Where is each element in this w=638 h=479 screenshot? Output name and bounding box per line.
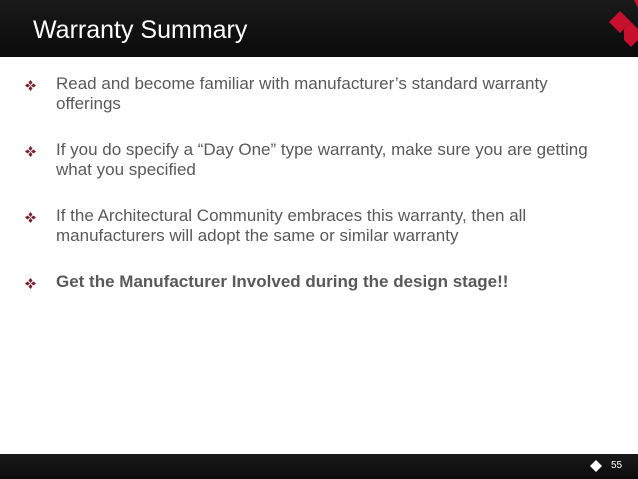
diamond-icon [590,460,602,472]
page-number: 55 [611,460,623,471]
bullet-text: Read and become familiar with manufacturer’s standard warranty offerings [56,74,548,113]
bullet-text: If you do specify a “Day One” type warranty, make sure you are getting what you specified [56,140,588,179]
four-diamond-bullet-icon [25,212,36,223]
four-diamond-bullet-icon [25,80,36,91]
four-diamond-bullet-icon [25,278,36,289]
bullet-list [25,74,615,318]
slide-title: Warranty Summary [33,16,248,44]
bullet-text: Get the Manufacturer Involved during the design stage!! [56,272,509,291]
footer-bar [0,454,638,479]
bullet-item [25,206,615,246]
title-bar [0,0,638,57]
corner-diamond-logo-icon [598,0,638,57]
bullet-item [25,140,615,180]
four-diamond-bullet-icon [25,146,36,157]
bullet-text: If the Architectural Community embraces this warranty, then all manufacturers will adopt the same or similar warranty [56,206,527,245]
bullet-item-emphasis [25,272,615,292]
bullet-item [25,74,615,114]
